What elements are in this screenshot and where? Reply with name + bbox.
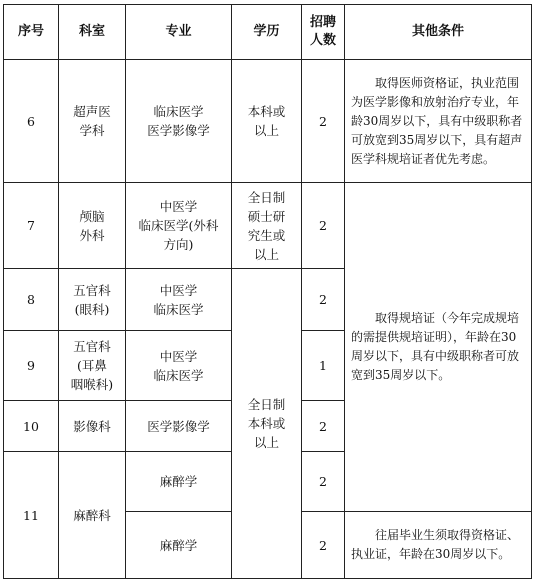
cell-other-conditions: 取得医师资格证，执业范围为医学影像和放射治疗专业，年龄30周岁以下，具有中级职称者可放宽到35周岁以下，具有超声医学科规培证者优先考虑。: [345, 60, 532, 183]
cell-count: 2: [302, 60, 345, 183]
cell-dept: 超声医 学科: [59, 60, 126, 183]
cell-major: 临床医学 医学影像学: [126, 60, 232, 183]
table-row: [4, 183, 532, 269]
header-other: 其他条件: [345, 5, 532, 60]
cell-edu: 全日制 硕士研 究生或 以上: [232, 183, 302, 269]
cell-count: 2: [302, 512, 345, 579]
cell-dept: 五官科 (耳鼻 咽喉科): [59, 331, 126, 401]
header-dept: 科室: [59, 5, 126, 60]
header-row: [4, 5, 532, 60]
cell-dept: 五官科 (眼科): [59, 269, 126, 331]
recruitment-table: [3, 4, 532, 579]
cell-count: 2: [302, 452, 345, 512]
cell-dept: 麻醉科: [59, 452, 126, 579]
cell-major: 麻醉学: [126, 452, 232, 512]
cell-dept: 影像科: [59, 401, 126, 452]
cell-other-conditions-merged: 取得规培证（今年完成规培的需提供规培证明），年龄在30周岁以下，具有中级职称者可放宽到35周岁以下。: [345, 183, 532, 512]
cell-seq: 9: [4, 331, 59, 401]
cell-major: 麻醉学: [126, 512, 232, 579]
cell-seq: 10: [4, 401, 59, 452]
cell-other-conditions: 往届毕业生须取得资格证、执业证，年龄在30周岁以下。: [345, 512, 532, 579]
cell-dept: 颅脑 外科: [59, 183, 126, 269]
header-count: 招聘 人数: [302, 5, 345, 60]
cell-major: 中医学 临床医学: [126, 269, 232, 331]
header-edu: 学历: [232, 5, 302, 60]
cell-count: 2: [302, 401, 345, 452]
cell-edu: 本科或 以上: [232, 60, 302, 183]
cell-seq: 8: [4, 269, 59, 331]
header-seq: 序号: [4, 5, 59, 60]
cell-seq: 7: [4, 183, 59, 269]
cell-major: 中医学 临床医学(外科 方向): [126, 183, 232, 269]
cell-count: 2: [302, 183, 345, 269]
header-major: 专业: [126, 5, 232, 60]
cell-count: 1: [302, 331, 345, 401]
cell-count: 2: [302, 269, 345, 331]
cell-seq: 6: [4, 60, 59, 183]
table-row: [4, 60, 532, 183]
cell-edu-merged: 全日制 本科或 以上: [232, 269, 302, 579]
cell-major: 医学影像学: [126, 401, 232, 452]
cell-major: 中医学 临床医学: [126, 331, 232, 401]
cell-seq: 11: [4, 452, 59, 579]
